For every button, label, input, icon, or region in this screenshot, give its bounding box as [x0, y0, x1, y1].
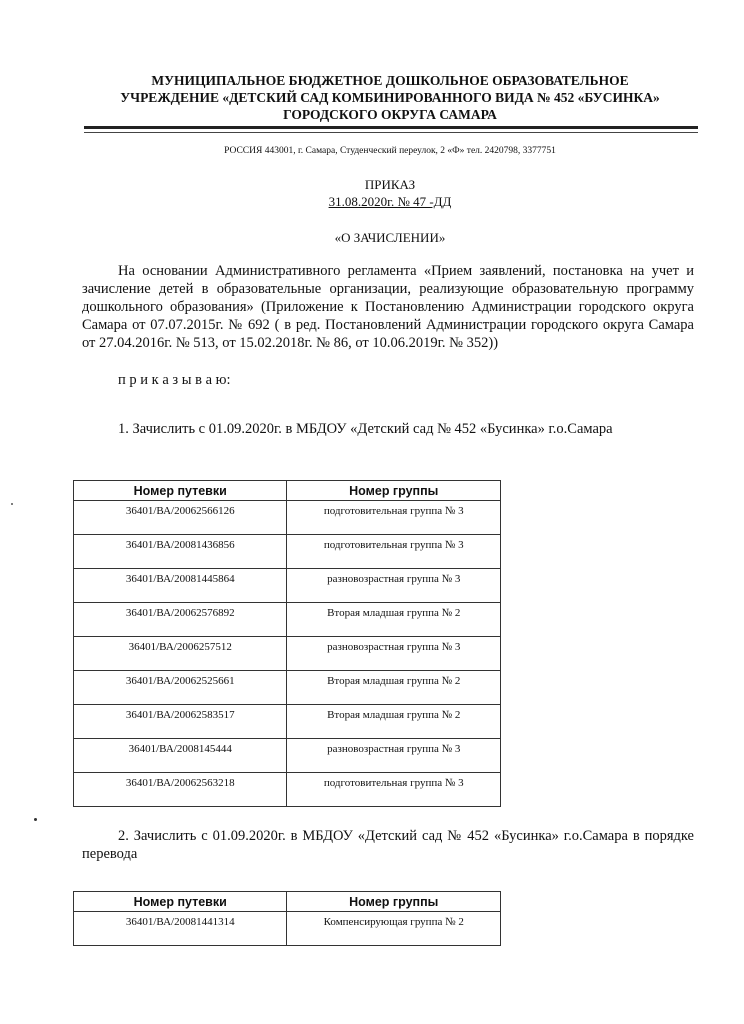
col-header-group: Номер группы: [287, 892, 501, 912]
voucher-number: 36401/ВА/2008145444: [128, 743, 232, 755]
scan-speck: [34, 818, 37, 821]
group-name-cell: [287, 569, 501, 603]
table-row: [74, 739, 501, 773]
item-1-text: 1. Зачислить с 01.09.2020г. в МБДОУ «Детский сад № 452 «Бусинка» г.о.Самара: [118, 421, 613, 437]
header-line-3: ГОРОДСКОГО ОКРУГА САМАРА: [283, 107, 497, 122]
order-date-number: 31.08.2020г. № 47 -ДД: [328, 194, 452, 209]
header-line-2: УЧРЕЖДЕНИЕ «ДЕТСКИЙ САД КОМБИНИРОВАННОГО ВИДА № 452 «БУСИНКА»: [120, 90, 660, 105]
table-row: [74, 637, 501, 671]
voucher-number-cell: [74, 501, 287, 535]
voucher-number: 36401/ВА/20062525661: [125, 675, 235, 687]
voucher-number-cell: [74, 705, 287, 739]
voucher-number: 36401/ВА/2006257512: [128, 641, 232, 653]
voucher-number: 36401/ВА/20081436856: [125, 539, 235, 551]
group-name: Вторая младшая группа № 2: [327, 675, 461, 687]
voucher-number-cell: [74, 671, 287, 705]
voucher-number-cell: [74, 739, 287, 773]
scan-speck: [11, 503, 13, 505]
table-row: [74, 773, 501, 807]
table-row: [74, 603, 501, 637]
voucher-number-cell: [74, 773, 287, 807]
group-name-cell: [287, 739, 501, 773]
group-name-cell: [287, 603, 501, 637]
group-name: разновозрастная группа № 3: [327, 641, 461, 653]
order-date-wrap: [80, 194, 700, 210]
col-header-voucher: Номер путевки: [74, 481, 287, 501]
group-name-cell: [287, 705, 501, 739]
group-name: разновозрастная группа № 3: [327, 573, 461, 585]
group-name-cell: [287, 535, 501, 569]
group-name: подготовительная группа № 3: [323, 777, 464, 789]
voucher-number: 36401/ВА/20062563218: [125, 777, 235, 789]
voucher-number: 36401/ВА/20081445864: [125, 573, 235, 585]
enrollment-table-1: [73, 480, 501, 807]
order-title: ПРИКАЗ: [364, 177, 416, 192]
group-name-cell: [287, 912, 501, 946]
header-rule-thin: [84, 132, 698, 133]
voucher-number: 36401/ВА/20062576892: [125, 607, 235, 619]
voucher-number: 36401/ВА/20062583517: [125, 709, 235, 721]
table-row: [74, 705, 501, 739]
group-name: Вторая младшая группа № 2: [327, 607, 461, 619]
voucher-number: 36401/ВА/20081441314: [125, 916, 235, 928]
voucher-number-cell: [74, 569, 287, 603]
group-name-cell: [287, 773, 501, 807]
order-subject: «О ЗАЧИСЛЕНИИ»: [334, 230, 446, 245]
col-header-group: Номер группы: [287, 481, 501, 501]
voucher-number-cell: [74, 603, 287, 637]
group-name-cell: [287, 637, 501, 671]
group-name: подготовительная группа № 3: [323, 505, 464, 517]
voucher-number: 36401/ВА/20062566126: [125, 505, 235, 517]
enrollment-table-2: [73, 891, 501, 946]
group-name: разновозрастная группа № 3: [327, 743, 461, 755]
institution-header: [80, 72, 700, 123]
group-name-cell: [287, 501, 501, 535]
group-name: Компенсирующая группа № 2: [323, 916, 464, 928]
voucher-number-cell: [74, 535, 287, 569]
item-2-text: 2. Зачислить с 01.09.2020г. в МБДОУ «Детский сад № 452 «Бусинка» г.о.Самара в порядке перевода: [82, 828, 694, 862]
intro-paragraph: На основании Административного регламента «Прием заявлений, постановка на учет и зачисление детей в образовательные организации, реализующие образовательную программу дошкольного образования» (Приложение к Постановлению Администрации городского округа Самара от 07.07.2015г. № 692 ( в ред. Постановлений Администрации городского округа Самара от 27.04.2016г. № 513, от 15.02.2018г. № 86, от 10.06.2019г. № 352)): [82, 263, 694, 351]
table-row: [74, 912, 501, 946]
col-header-voucher: Номер путевки: [74, 892, 287, 912]
group-name: подготовительная группа № 3: [323, 539, 464, 551]
table-row: [74, 501, 501, 535]
header-rule-thick: [84, 126, 698, 129]
table-row: [74, 535, 501, 569]
table-row: [74, 671, 501, 705]
order-word: п р и к а з ы в а ю:: [118, 372, 231, 388]
group-name-cell: [287, 671, 501, 705]
header-line-1: МУНИЦИПАЛЬНОЕ БЮДЖЕТНОЕ ДОШКОЛЬНОЕ ОБРАЗОВАТЕЛЬНОЕ: [151, 73, 629, 88]
table-row: [74, 569, 501, 603]
table-header-row: [74, 892, 501, 912]
voucher-number-cell: [74, 637, 287, 671]
voucher-number-cell: [74, 912, 287, 946]
group-name: Вторая младшая группа № 2: [327, 709, 461, 721]
address-line: РОССИЯ 443001, г. Самара, Студенческий переулок, 2 «Ф» тел. 2420798, 3377751: [224, 146, 556, 156]
table-header-row: [74, 481, 501, 501]
